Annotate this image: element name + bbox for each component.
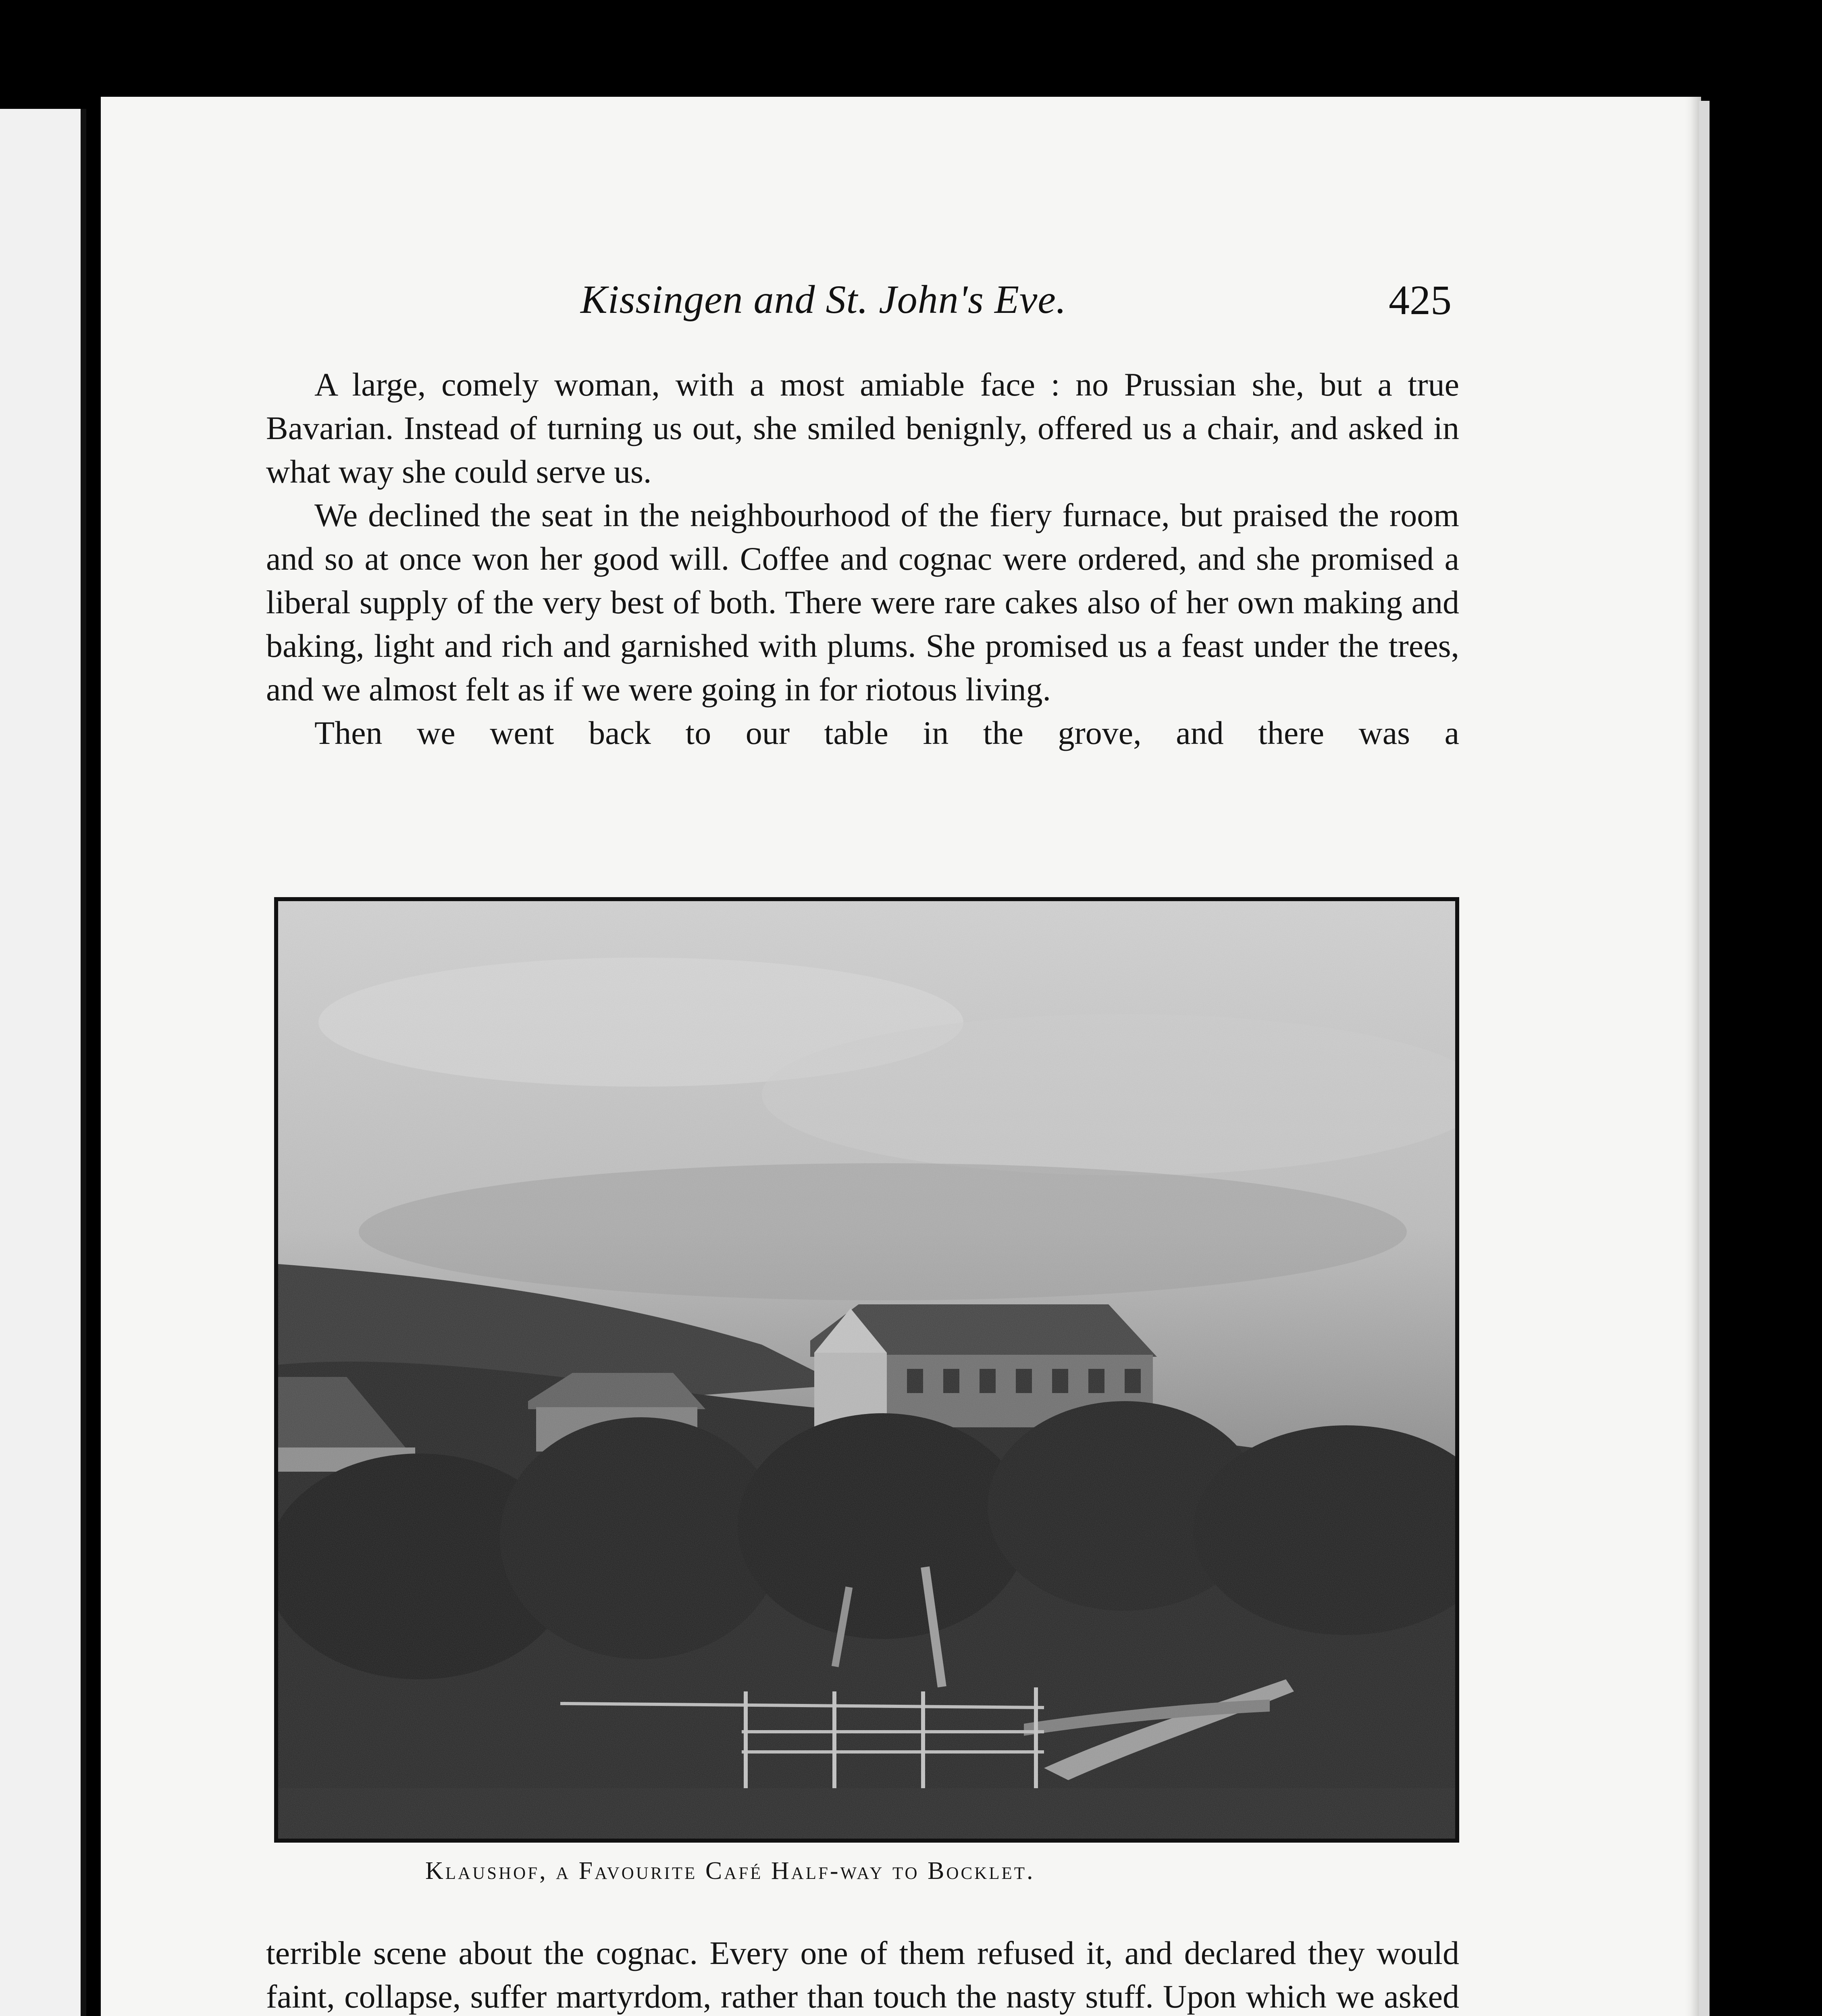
illustration-caption: Klaushof, a Favourite Café Half-way to Bocklet. [425, 1857, 1035, 1885]
paragraph: We declined the seat in the neighbourhood of the fiery furnace, but praised the room and so at once won her good will. Coffee and cognac were ordered, and she promised a liberal supply of the very best of both. There were rare cakes also of her own making and baking, light and rich and garnished with plums. She promised us a feast under the trees, and we almost felt as if we were going in for riotous living. [266, 497, 1459, 708]
paragraph: terrible scene about the cognac. Every one of them refused it, and declared they would faint, collapse, suffer martyrdom, rather than touch the nasty stuff. Upon which we asked [266, 1935, 1459, 2015]
paragraph: Then we went back to our table in the grove, and there was a [314, 714, 1459, 751]
illustration-photo [274, 897, 1459, 1843]
running-title: Kissingen and St. John's Eve. [580, 277, 1067, 322]
page-number: 425 [1389, 277, 1452, 323]
page-edge-shadow [1699, 101, 1710, 2016]
previous-page-edge [0, 109, 86, 2016]
text-block-top [266, 363, 1459, 755]
text-block-bottom [266, 1931, 1459, 2016]
paragraph: A large, comely woman, with a most amiable face : no Prussian she, but a true Bavarian. Instead of turning us out, she smiled benignly, offered us a chair, and asked in what way she could serve us. [266, 366, 1459, 490]
